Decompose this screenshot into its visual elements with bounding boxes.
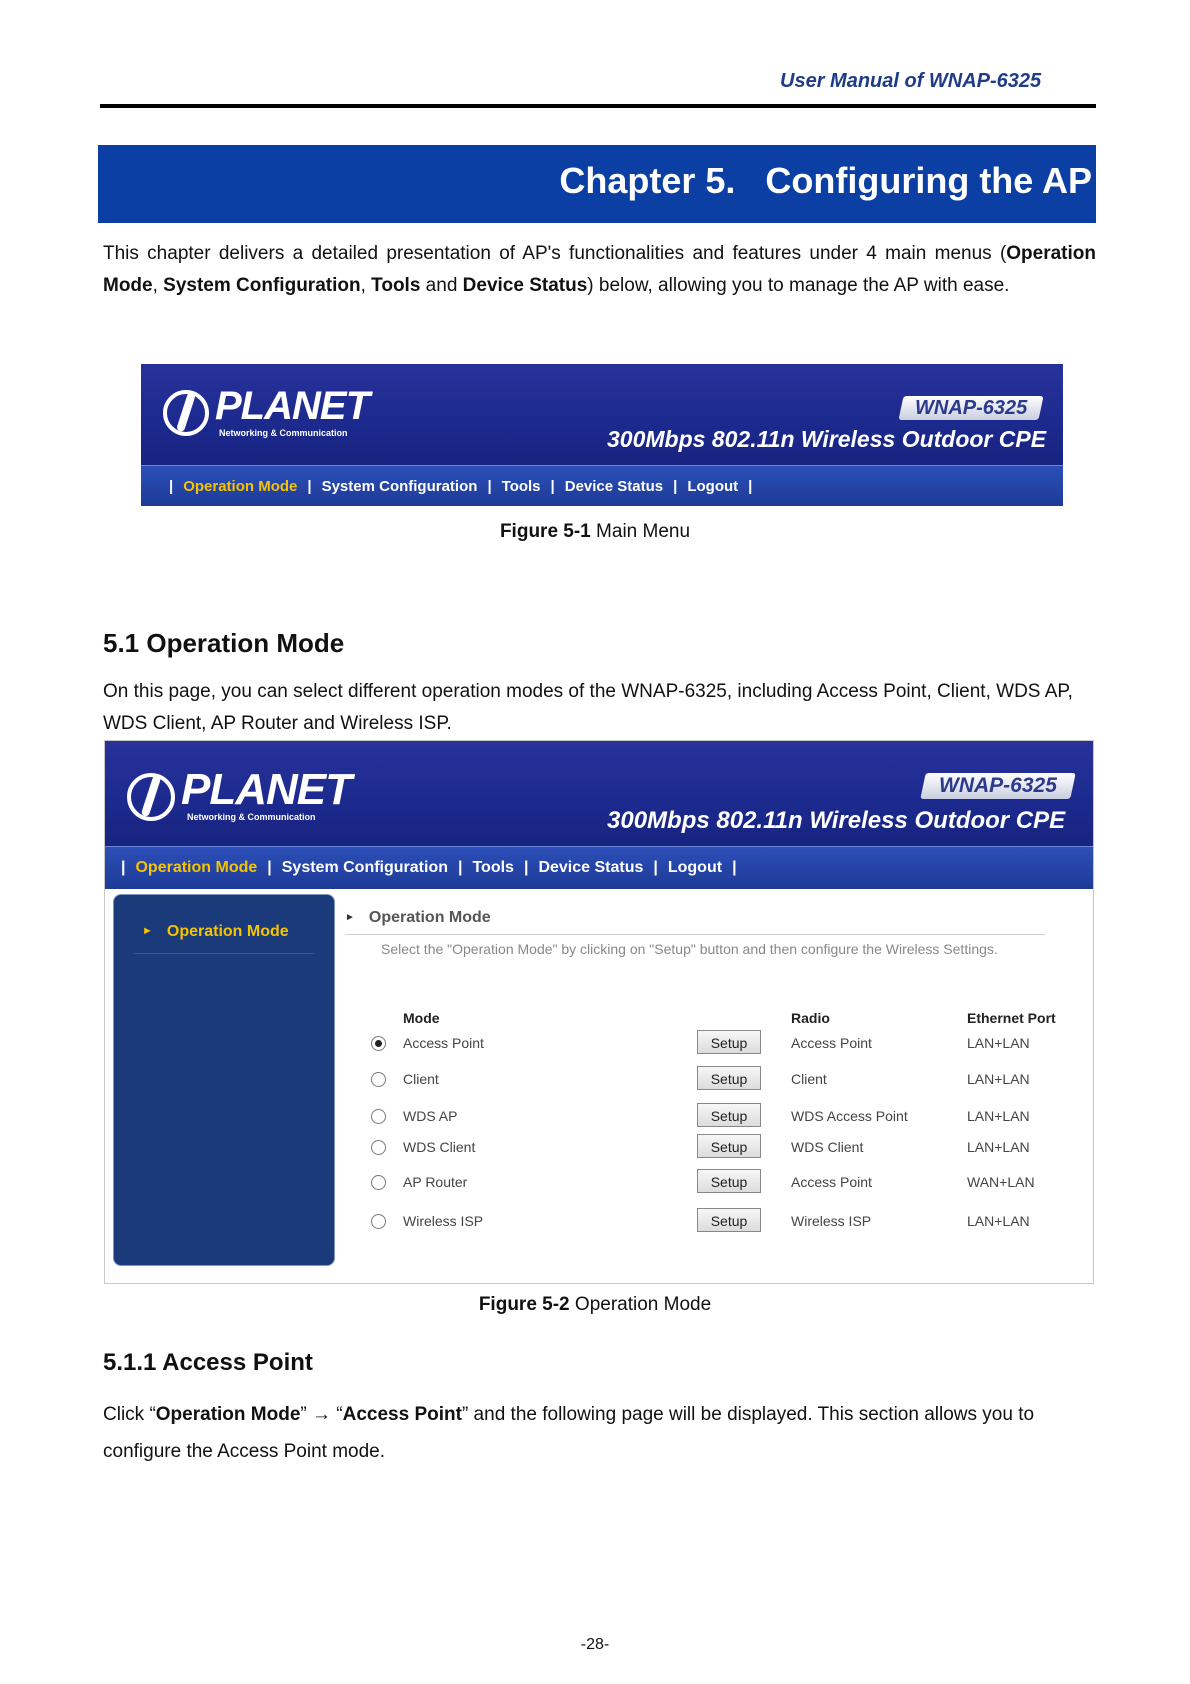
mode-label: WDS AP xyxy=(403,1108,458,1124)
mode-radio[interactable] xyxy=(371,1140,386,1155)
menu-operation-mode[interactable]: Operation Mode xyxy=(183,477,298,495)
column-header-mode: Mode xyxy=(403,1010,440,1026)
intro-text: ) below, allowing you to manage the AP with ease. xyxy=(587,275,1010,296)
intro-text: , xyxy=(152,275,164,296)
body-bold-access-point: Access Point xyxy=(342,1404,462,1425)
mode-radio[interactable] xyxy=(371,1175,386,1190)
menu-operation-mode[interactable]: Operation Mode xyxy=(135,859,258,876)
menu-device-status[interactable]: Device Status xyxy=(564,477,664,495)
intro-text: and xyxy=(420,275,463,296)
ethernet-port-label: LAN+LAN xyxy=(967,1213,1030,1229)
setup-button[interactable]: Setup xyxy=(697,1134,761,1158)
ethernet-port-label: LAN+LAN xyxy=(967,1071,1030,1087)
main-menu-bar: | Operation Mode | System Configuration | Tools | Device Status | Logout | xyxy=(105,846,1093,889)
content-description: Select the "Operation Mode" by clicking on "Setup" button and then configure the Wireless Settings. xyxy=(381,941,998,957)
product-tagline: 300Mbps 802.11n Wireless Outdoor CPE xyxy=(607,426,1047,452)
main-menu-bar: | Operation Mode | System Configuration | Tools | Device Status | Logout | xyxy=(141,465,1063,506)
intro-text: This chapter delivers a detailed presentation of AP's functionalities and features under 4 main menus ( xyxy=(103,243,1007,264)
section-5-1-heading: 5.1 Operation Mode xyxy=(103,628,345,658)
radio-mode-label: WDS Client xyxy=(791,1139,864,1155)
body-bold-operation-mode: Operation Mode xyxy=(155,1404,301,1425)
radio-mode-label: WDS Access Point xyxy=(791,1108,908,1124)
running-header: User Manual of WNAP-6325 xyxy=(780,70,1042,92)
column-header-ethernet-port: Ethernet Port xyxy=(967,1010,1056,1026)
planet-logo-subtitle: Networking & Communication xyxy=(219,428,348,438)
radio-mode-label: Access Point xyxy=(791,1035,872,1051)
menu-device-status[interactable]: Device Status xyxy=(538,859,644,876)
intro-paragraph xyxy=(103,238,1096,302)
model-badge: WNAP-6325 xyxy=(898,396,1043,420)
section-5-1-body: On this page, you can select different operation modes of the WNAP-6325, including Access Point, Client, WDS AP, WDS Client, AP Router and Wireless ISP. xyxy=(103,681,1073,734)
setup-button[interactable]: Setup xyxy=(697,1066,761,1090)
main-menu-banner xyxy=(141,364,1063,506)
radio-mode-label: Access Point xyxy=(791,1174,872,1190)
planet-logo-text: PLANET xyxy=(181,765,351,814)
sidebar-item-operation-mode[interactable]: ► Operation Mode xyxy=(142,923,289,940)
content-divider xyxy=(345,934,1045,935)
setup-button[interactable]: Setup xyxy=(697,1169,761,1193)
figure-5-1-caption: Figure 5-1 Main Menu xyxy=(499,521,691,542)
section-5-1-1-heading: 5.1.1 Access Point xyxy=(103,1349,313,1376)
bullet-arrow-icon: ► xyxy=(142,925,153,937)
operation-mode-screenshot xyxy=(104,740,1094,1284)
planet-logo-icon xyxy=(127,773,175,821)
planet-logo-text: PLANET xyxy=(215,384,369,428)
mode-label: WDS Client xyxy=(403,1139,476,1155)
mode-radio[interactable] xyxy=(371,1109,386,1124)
intro-bold-device-status: Device Status xyxy=(462,275,588,296)
intro-bold-operation-mode: Operation Mode xyxy=(103,243,1096,296)
model-badge: WNAP-6325 xyxy=(920,773,1076,799)
setup-button[interactable]: Setup xyxy=(697,1103,761,1127)
radio-selected-dot xyxy=(375,1040,382,1047)
menu-system-configuration[interactable]: System Configuration xyxy=(321,477,478,495)
operation-mode-banner xyxy=(105,741,1093,889)
mode-label: Client xyxy=(403,1071,439,1087)
radio-mode-label: Wireless ISP xyxy=(791,1213,872,1229)
mode-radio[interactable] xyxy=(371,1036,386,1051)
menu-tools[interactable]: Tools xyxy=(501,477,541,495)
intro-bold-system-configuration: System Configuration xyxy=(163,275,361,296)
ethernet-port-label: WAN+LAN xyxy=(967,1174,1035,1190)
mode-radio[interactable] xyxy=(371,1072,386,1087)
setup-button[interactable]: Setup xyxy=(697,1208,761,1232)
intro-bold-tools: Tools xyxy=(371,275,421,296)
ethernet-port-label: LAN+LAN xyxy=(967,1139,1030,1155)
mode-label: AP Router xyxy=(403,1174,468,1190)
ethernet-port-label: LAN+LAN xyxy=(967,1108,1030,1124)
sidebar xyxy=(113,894,335,1266)
intro-text: , xyxy=(360,275,372,296)
chapter-banner xyxy=(98,145,1096,223)
header-rule xyxy=(100,104,1096,108)
menu-tools[interactable]: Tools xyxy=(472,859,514,876)
menu-logout[interactable]: Logout xyxy=(667,859,723,876)
product-tagline: 300Mbps 802.11n Wireless Outdoor CPE xyxy=(607,807,1066,834)
setup-button[interactable]: Setup xyxy=(697,1030,761,1054)
radio-mode-label: Client xyxy=(791,1071,827,1087)
planet-logo-subtitle: Networking & Communication xyxy=(187,812,316,822)
menu-system-configuration[interactable]: System Configuration xyxy=(281,859,448,876)
section-5-1-1-body: Click “Operation Mode” → “Access Point” and the following page will be displayed. This section allows you to configure the Access Point mode. xyxy=(103,1404,1035,1462)
menu-logout[interactable]: Logout xyxy=(687,477,739,495)
mode-label: Access Point xyxy=(403,1035,484,1051)
column-header-radio: Radio xyxy=(791,1010,830,1026)
figure-5-2-caption: Figure 5-2 Operation Mode xyxy=(478,1294,712,1315)
page-number: -28- xyxy=(580,1636,610,1653)
ethernet-port-label: LAN+LAN xyxy=(967,1035,1030,1051)
bullet-arrow-icon: ► xyxy=(345,912,355,923)
content-title: ► Operation Mode xyxy=(345,909,491,926)
mode-label: Wireless ISP xyxy=(403,1213,484,1229)
planet-logo-icon xyxy=(163,390,209,436)
chapter-title: Chapter 5. Configuring the AP xyxy=(559,160,1092,201)
sidebar-divider xyxy=(134,953,314,954)
mode-radio[interactable] xyxy=(371,1214,386,1229)
